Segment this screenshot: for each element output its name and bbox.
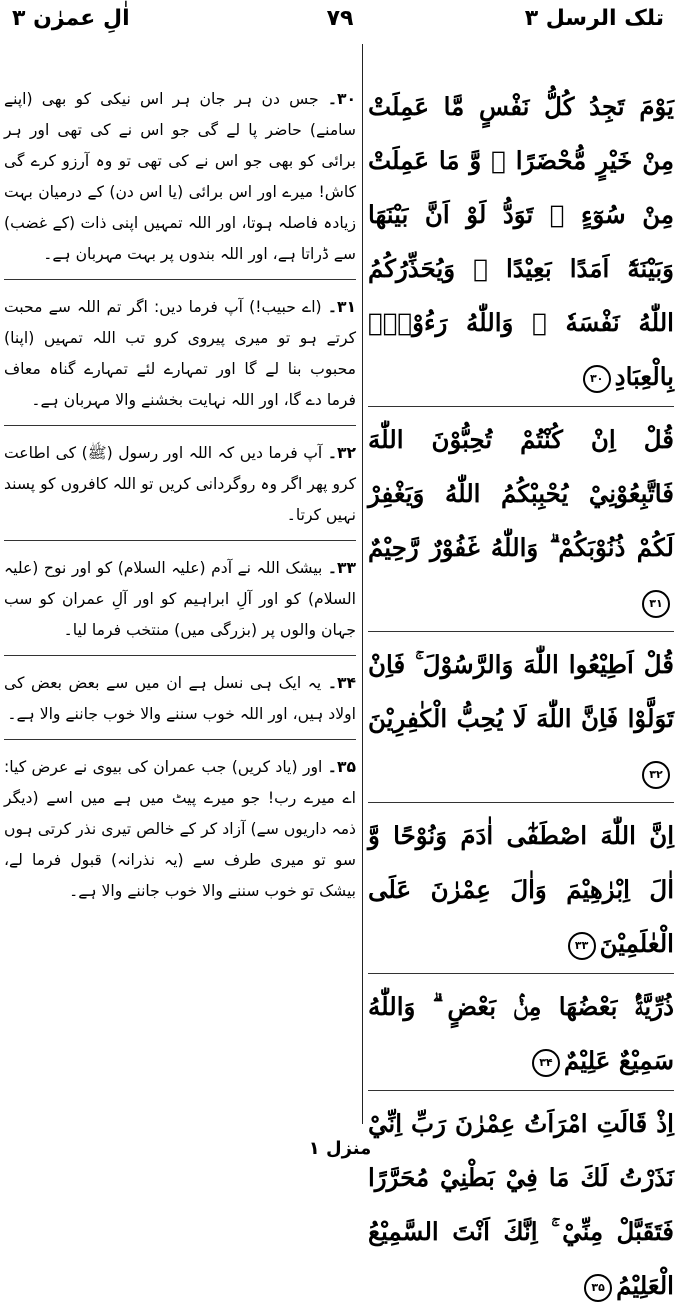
divider [368, 631, 674, 632]
divider [368, 802, 674, 803]
divider [368, 1090, 674, 1091]
surah-name: اٰلِ عمرٰن ۳ [12, 6, 130, 31]
divider [4, 425, 356, 426]
arabic-text-column [368, 80, 674, 1313]
translation-32: ۳۲۔ آپ فرما دیں کہ اللہ اور رسول (ﷺ) کی اطاعت کرو پھر اگر وہ روگردانی کریں تو اللہ کافروں کو پسند نہیں کرتا۔ [4, 444, 356, 524]
translation-31: ۳۱۔ (اے حبیب!) آپ فرما دیں: اگر تم اللہ سے محبت کرتے ہو تو میری پیروی کرو تب اللہ تمہیں (اپنا) محبوب بنا لے گا اور تمہارے لئے تمہارے گناہ معاف فرما دے گا، اور اللہ نہایت بخشنے والا مہربان ہے۔ [4, 298, 356, 409]
verse-end-marker: ۳۵ [584, 1274, 612, 1302]
manzil-label: منزل ۱ [308, 1138, 372, 1159]
page-header [0, 0, 680, 42]
urdu-translation-column [4, 84, 356, 907]
translation-34: ۳۴۔ یہ ایک ہی نسل ہے ان میں سے بعض بعض کی اولاد ہیں، اور اللہ خوب سننے والا خوب جاننے والا ہے۔ [4, 674, 356, 723]
translation-35: ۳۵۔ اور (یاد کریں) جب عمران کی بیوی نے عرض کیا: اے میرے رب! جو میرے پیٹ میں ہے میں اسے (دیگر ذمہ داریوں سے) آزاد کر کے خالص تیری نذر کرتی ہوں سو تو میری طرف سے (یہ نذرانہ) قبول فرما لے، بیشک تو خوب سننے والا خوب جاننے والا ہے۔ [4, 758, 356, 900]
page-number: ۷۹ [326, 6, 354, 31]
verse-end-marker: ۳۰ [583, 365, 611, 393]
divider [4, 655, 356, 656]
divider [368, 973, 674, 974]
verse-30: يَوْمَ تَجِدُ كُلُّ نَفْسٍ مَّا عَمِلَتْ مِنْ خَيْرٍ مُّحْضَرًا ۚ وَّ مَا عَمِلَتْ مِنْ سُوٓءٍ ۚ تَوَدُّ لَوْ اَنَّ بَيْنَهَا وَبَيْنَهٗٓ اَمَدًا بَعِيْدًا ۗ وَيُحَذِّرُكُمُ اللّٰهُ نَفْسَهٗ ۗ وَاللّٰهُ رَءُوْفٌۢ بِالْعِبَادِ۳۰ [368, 92, 674, 391]
divider [4, 739, 356, 740]
verse-34: ذُرِّيَّةًۢ بَعْضُهَا مِنْۢ بَعْضٍ ۗ وَاللّٰهُ سَمِيْعٌ عَلِيْمٌ۳۴ [368, 992, 674, 1075]
divider [4, 540, 356, 541]
verse-end-marker: ۳۱ [642, 590, 670, 618]
verse-32: قُلْ اَطِيْعُوا اللّٰهَ وَالرَّسُوْلَ ۚ فَاِنْ تَوَلَّوْا فَاِنَّ اللّٰهَ لَا يُحِبُّ الْكٰفِرِيْنَ۳۲ [368, 638, 674, 800]
verse-end-marker: ۳۴ [532, 1049, 560, 1077]
juz-name: تلک الرسل ۳ [524, 6, 664, 31]
verse-31: قُلْ اِنْ كُنْتُمْ تُحِبُّوْنَ اللّٰهَ فَاتَّبِعُوْنِيْ يُحْبِبْكُمُ اللّٰهُ وَيَغْفِرْ لَكُمْ ذُنُوْبَكُمْ ۗ وَاللّٰهُ غَفُوْرٌ رَّحِيْمٌ۳۱ [368, 413, 674, 629]
verse-end-marker: ۳۳ [568, 932, 596, 960]
divider [4, 279, 356, 280]
verse-33: اِنَّ اللّٰهَ اصْطَفٰٓى اٰدَمَ وَنُوْحًا وَّ اٰلَ اِبْرٰهِيْمَ وَاٰلَ عِمْرٰنَ عَلَى الْعٰلَمِيْنَ۳۳ [368, 821, 674, 958]
column-divider [362, 44, 363, 1124]
verse-end-marker: ۳۲ [642, 761, 670, 789]
divider [368, 406, 674, 407]
translation-33: ۳۳۔ بیشک اللہ نے آدم (علیہ السلام) کو اور نوح (علیہ السلام) کو اور آلِ ابراہیم کو اور آلِ عمران کو سب جہان والوں پر (بزرگی میں) منتخب فرما لیا۔ [4, 559, 356, 639]
translation-30: ۳۰۔ جس دن ہر جان ہر اس نیکی کو بھی (اپنے سامنے) حاضر پا لے گی جو اس نے کی تھی اور ہر برائی کو بھی جو اس نے کی تھی تو وہ آرزو کرے گی کاش! میرے اور اس برائی (یا اس دن) کے درمیان بہت زیادہ فاصلہ ہوتا، اور اللہ تمہیں اپنی ذات (کے غضب) سے ڈراتا ہے، اور اللہ بندوں پر بہت مہربان ہے۔ [4, 90, 356, 263]
verse-35: اِذْ قَالَتِ امْرَاَتُ عِمْرٰنَ رَبِّ اِنِّيْ نَذَرْتُ لَكَ مَا فِيْ بَطْنِيْ مُحَرَّرًا فَتَقَبَّلْ مِنِّيْ ۚ اِنَّكَ اَنْتَ السَّمِيْعُ الْعَلِيْمُ۳۵ [368, 1109, 674, 1300]
